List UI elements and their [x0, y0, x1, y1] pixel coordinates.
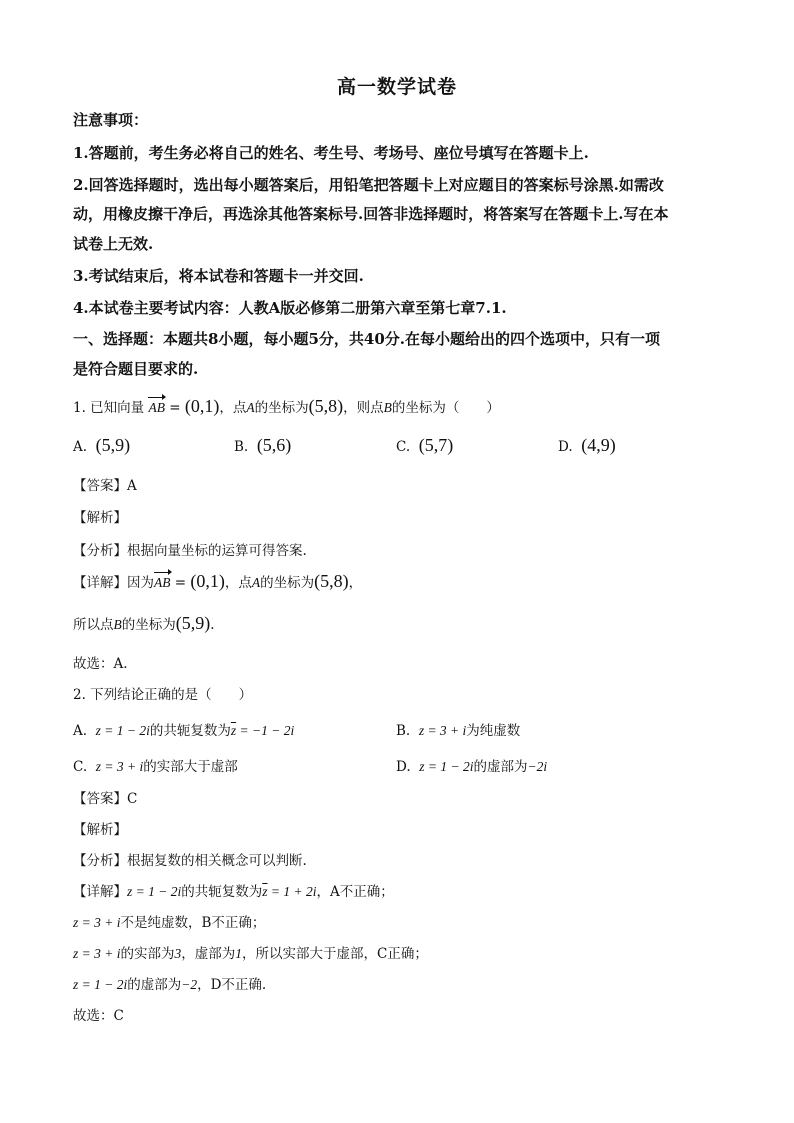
q2-answer: 【答案】C — [73, 791, 138, 807]
conjugate-z: $\overline{z}$ — [230, 723, 237, 738]
q2-detail-line-4: z = 1 − 2i的虚部为−2，D不正确. — [73, 977, 267, 993]
q2-option-c: C. z = 3 + i的实部大于虚部 — [73, 759, 238, 775]
q1-conclusion: 故选：A. — [73, 656, 128, 672]
q2-detail-line-2: z = 3 + i不是纯虚数，B不正确； — [73, 915, 266, 931]
q2-option-b: B. z = 3 + i为纯虚数 — [396, 723, 521, 739]
section-heading-line-1: 一、选择题：本题共8小题，每小题5分，共40分.在每小题给出的四个选项中，只有一项 — [73, 330, 660, 348]
section-heading-line-2: 是符合题目要求的. — [73, 360, 199, 378]
notice-item-2-line-3: 试卷上无效. — [73, 235, 154, 253]
q1-option-a: A. (5,9) — [73, 435, 131, 455]
notice-item-3: 3.考试结束后，将本试卷和答题卡一并交回. — [73, 267, 364, 285]
q1-option-b: B. (5,6) — [234, 435, 292, 455]
vector-ab: AB — [154, 575, 171, 590]
page-title: 高一数学试卷 — [336, 76, 457, 98]
q1-fenxi: 【分析】根据向量坐标的运算可得答案. — [73, 543, 307, 559]
q1-option-c: C. (5,7) — [396, 435, 454, 455]
q2-conclusion: 故选：C — [73, 1008, 124, 1024]
notice-heading: 注意事项： — [73, 111, 149, 129]
q1-detail: 【详解】因为AB = (0,1)，点A的坐标为(5,8)， — [73, 571, 363, 591]
q1-answer: 【答案】A — [73, 478, 137, 494]
notice-item-1: 1.答题前，考生务必将自己的姓名、考生号、考场号、座位号填写在答题卡上. — [73, 144, 589, 162]
question-2-stem: 2. 下列结论正确的是（ ） — [73, 687, 253, 703]
vector-ab: AB — [148, 400, 165, 415]
q1-detail-line-2: 所以点B的坐标为(5,9). — [73, 613, 215, 633]
q2-option-a: A. z = 1 − 2i的共轭复数为$\overline{z} = -1 - 2i$ — [73, 723, 295, 739]
conjugate-z: $\overline{z}$ — [262, 884, 268, 899]
notice-item-2-line-2: 动，用橡皮擦干净后，再选涂其他答案标号.回答非选择题时，将答案写在答题卡上.写在本 — [73, 205, 669, 223]
q2-analysis-title: 【解析】 — [73, 822, 127, 838]
q2-detail-line-1: 【详解】z = 1 − 2i的共轭复数为$\overline{z} = 1 + 2i$，A不正确； — [73, 884, 394, 900]
q2-fenxi: 【分析】根据复数的相关概念可以判断. — [73, 853, 307, 869]
q2-detail-line-3: z = 3 + i的实部为3，虚部为1，所以实部大于虚部，C正确； — [73, 946, 428, 962]
q1-option-d: D. (4,9) — [558, 435, 616, 455]
notice-item-4: 4.本试卷主要考试内容：人教A版必修第二册第六章至第七章7.1. — [73, 299, 507, 317]
notice-item-2-line-1: 2.回答选择题时，选出每小题答案后，用铅笔把答题卡上对应题目的答案标号涂黑.如需改 — [73, 176, 664, 194]
q2-option-d: D. z = 1 − 2i的虚部为−2i — [396, 759, 548, 775]
q1-analysis-title: 【解析】 — [73, 510, 127, 526]
question-1-stem: 1. 已知向量 AB = (0,1)，点A的坐标为(5,8)，则点B的坐标为（ ） — [73, 396, 500, 416]
